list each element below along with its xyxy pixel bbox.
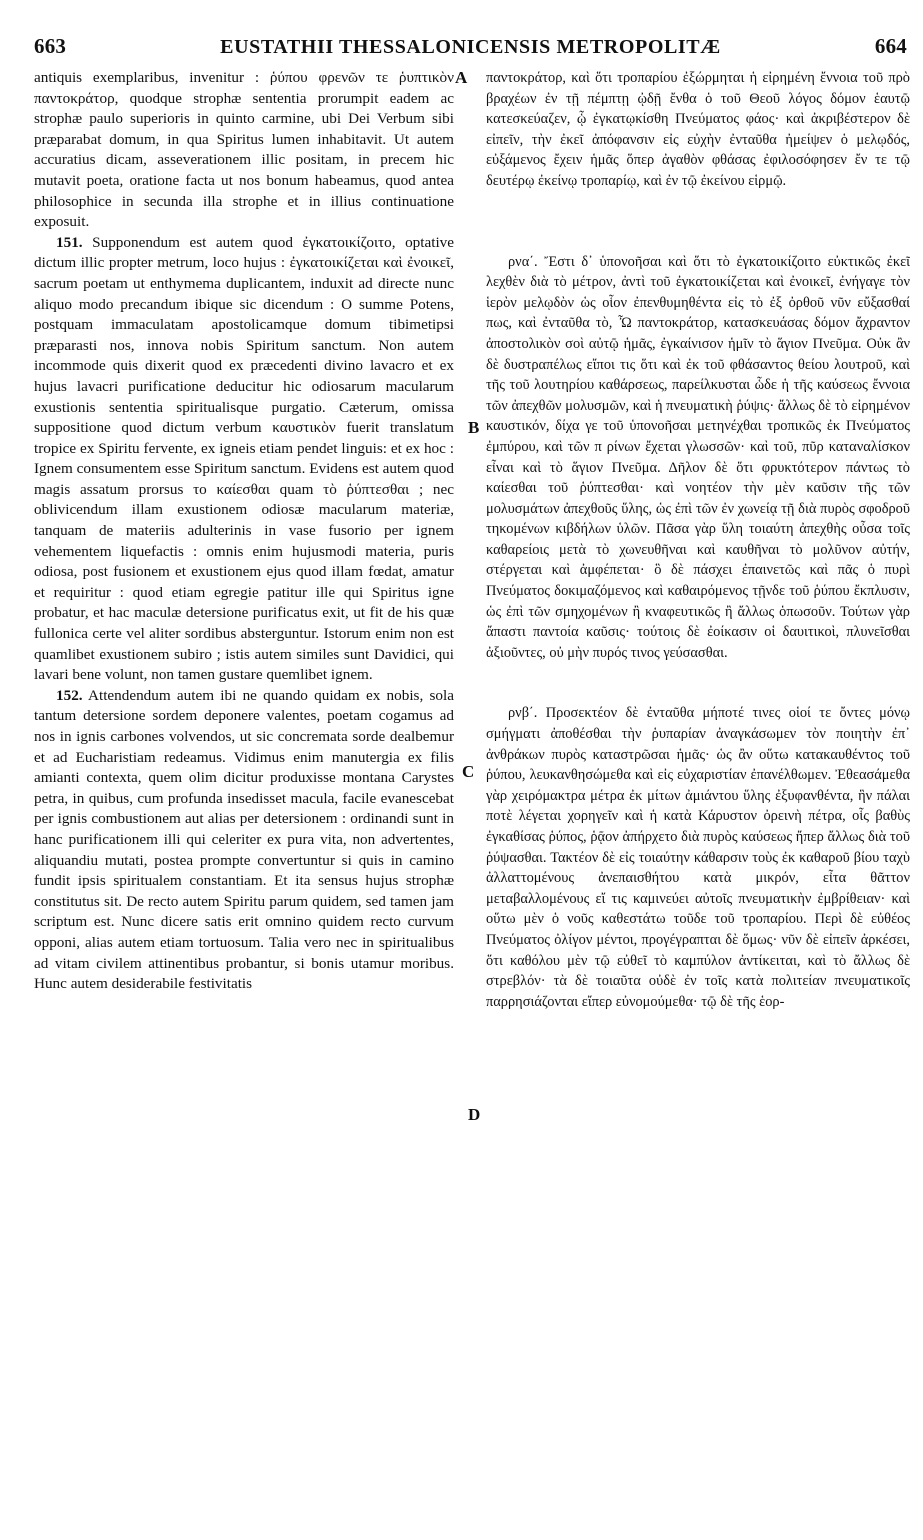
- running-header: [34, 34, 907, 64]
- latin-column: [34, 68, 454, 1520]
- column-spacer: [486, 192, 910, 252]
- paragraph-text: Supponendum est autem quod ἐγκατοικίζοιτο, optative dictum illic propter metrum, loco hujus : ἐγκατοικίζεται καὶ ἐνοικεῖ, sacrum poetam ut enthymema duplicantem, induxit ad directe nunc aliquo modo precandum ibique sic dicendum : O summe Potens, postquam immaculatam apostolicamque domum tibimetipsi præparasti nos, innova nobis Spiritum sanctum. Non autem incommode quis dixerit quod ex præcedenti divino lavacro et ex hujus lavacri purificatione deducitur hic odiosarum macularum exustionis sententia spiritualisque purgatio. Cæterum, omissa suppositione quod dictum verbum καυστικὸν fuerit translatum tropice ex Spiritu fervente, ex igneis etiam pendet linguis: et ex hoc : Ignem consumentem esse Spiritum sanctum. Evidens est autem quod magis assatum prorsus το καίεσθαι quam τὸ ῥύπτεσθαι ; nec oblivicendum illam exustionem odiosæ macularum materiæ, tanquam de materiis adulterinis in vase fusorio per ignem vehementem liquefactis : omnis enim hujusmodi materia, puris odiosa, post fusionem et exustionem ejus quod illam fœdat, amatur et requiritur : quod etiam egregie patitur ille qui Spiritus igne probatur, et hac maculæ detersione purificatus exit, ut fit de his quæ fullonica certe vel aliter sordibus absterguntur. Istorum enim non est quamlibet exustionem subiro ; istis autem similes sunt Davidici, qui lavari bene volunt, non tamen gustare quemlibet ignem.: [34, 233, 454, 684]
- section-marker-d: D: [468, 1105, 481, 1124]
- section-marker-b: B: [468, 418, 480, 437]
- section-marker-c: C: [462, 762, 475, 781]
- running-title: EUSTATHII THESSALONICENSIS METROPOLITÆ: [220, 36, 721, 58]
- latin-paragraph-1: antiquis exemplaribus, invenitur : ῥύπου φρενῶν τε ῥυπτικὸν παντοκράτορ, quodque strophæ sententia prorumpit eadem ac strophæ paulo superioris in quinto carmine, ubi Dei Verbum sibi præparabat domum, in qua Spiritus lumen inhabitavit. Ut autem accuratius dicam, asseverationem illic positam, in precem hic mutavit poeta, oratione facta ut nos bonum habeamus, quod antea philosophice in secunda illa strophe et in illius continuatione exposuit.: [34, 69, 454, 231]
- column-spacer: [486, 663, 910, 703]
- greek-paragraph-1: παντοκράτορ, καὶ ὅτι τροπαρίου ἐξώρμηται ἡ εἰρημένη ἔννοια τοῦ πρὸ βραχέων ἐν τῇ πέμπτῃ ᾠδῇ ἔνθα ὁ τοῦ Θεοῦ λόγος δόμον ἑαυτῷ κατεσκεύαζεν, ᾧ ἐγκατῳκίσθη Πνεύματος φάος· καὶ ἀκριβέστερον δὲ εἰπεῖν, τὴν ἐκεῖ ἀπόφανσιν εἰς εὐχὴν ἐνταῦθα ἠμείψεν ὁ μελῳδός, εὐξάμενος ἔχειν ἡμᾶς ὅπερ ἀγαθὸν φθάσας ἐφιλοσόφησεν ἔν τε τῷ δευτέρῳ ἐκείνῳ τροπαρίῳ, καὶ ἐν τῷ ἐκείνου εἱρμῷ.: [486, 70, 910, 189]
- page-number-left: 663: [34, 34, 67, 58]
- section-marker-a: A: [455, 68, 468, 87]
- latin-paragraph-151: [34, 233, 454, 686]
- paragraph-text: Attendendum autem ibi ne quando quidam ex nobis, sola tantum detersione sordem deponere valentes, poetam cogamus ad nos in ignis carbones volvendos, ut sic concremata sorde dealbemur et ad Eucharistiam redeamus. Vidimus enim manutergia ex filis amianti contexta, quem olim dicitur produxisse montana Carystes petra, in quibus, cum profunda insedisset macula, facile evanescebat per ignis combustionem aut alias per detersionem : ordinandi sunt in hanc purificationem illi qui celeriter ex pura vita, non advertentes, aliquandiu mutati, postea prompte convertuntur si quis in camino fundit ipsis spiritualem constantiam. Et ita sensus hujus strophæ constitutus sit. De recto autem Spiritu parum quidem, sed tamen jam scriptum est. Nunc dicere satis erit omnino quidem recto curvum opponi, alias autem etiam tortuosum. Talia vero nec in spiritualibus ad vitam civilem attinentibus probantur, si bonis utamur moribus. Hunc autem desiderabile festivitatis: [34, 686, 454, 993]
- greek-paragraph-151: ρνα΄. Ἔστι δ᾽ ὑπονοῆσαι καὶ ὅτι τὸ ἐγκατοικίζοιτο εὐκτικῶς ἐκεῖ λεχθὲν διὰ τὸ μέτρον, ἀντὶ τοῦ ἐγκατοικίζεται καὶ ἐνοικεῖ, ἐνήγαγε τὸν ἱερὸν μελῳδὸν ὡς οἷον ἐπενθυμηθέντα εἰς τὸ ἐξ ὀρθοῦ νῦν εὔξασθαί πως, καὶ ἐνταῦθα τὸ, Ὦ παντοκράτορ, κατασκευάσας δόμον ἄχραντον ἀποστολικὸν σοὶ αὐτῷ ἡμᾶς, ἐγκαίνισον ἡμῖν τὸ ἅγιον Πνεῦμα. Οὐκ ἂν δὲ δυστραπέλως εἴποι τις ὅτι καὶ ἐκ τοῦ φθάσαντος θείου λουτροῦ, καὶ τῆς τοῦ λουτηρίου καθάρσεως, παρείλκυσται ὧδε ἡ τῆς καύσεως ἔννοια τῶν ἀπεχθῶν μολυσμῶν, καὶ ἡ πνευματικὴ ῥύψις· ἄλλως δὲ τὸ εἰρημένον καυστικόν, δίχα γε τοῦ ὑπονοῆσαι μετηνέχθαι τροπικῶς ἐκ Πνεύματος ἐμπύρου, καὶ τῶν π ρίνων ἔχεται γλωσσῶν· καὶ τοῦ, πῦρ καταναλίσκον εἶναι καὶ τὸ ἅγιον Πνεῦμα. Δῆλον δὲ ὅτι φρυκτότερον πάντως τὸ καίεσθαι τοῦ ῥύπτεσθαι· καὶ νοητέον τὴν μὲν καῦσιν τῆς τῶν μολυσμάτων ἀπεχθοῦς ὕλης, ὡς ἐπὶ τῶν ἐν χωνείᾳ τῇ διὰ πυρὸς σφοδροῦ τηκομένων κιβδήλων ὑλῶν. Πᾶσα γὰρ ὕλη τοιαύτη ἀπεχθὴς οὖσα τοῖς καθαρείοις μετὰ τὸ χωνευθῆναι καὶ καυθῆναι τὸ μολῦνον αὐτήν, στέργεται καὶ ἀμφέπεται· ὃ δὲ πάσχει ἐπαινετῶς καὶ πᾶς ὁ πυρὶ Πνεύματος δοκιμαζόμενος καὶ καθαιρόμενος τῇνδε τοῦ ῥύπου ἔκπλυσιν, ὡς ἐπὶ τῶν σμηχομένων ἢ κναφευτικῶς ἢ ἄλλως ὁπωσοῦν. Τούτων γὰρ ἄπαστι παντοία καῦσις· τούτοις δὲ ἐοίκασιν οἱ δαυιτικοὶ, πλυνεῖσθαι ἀξιοῦντες, οὐ μὴν πυρός τινος γεύσασθαι.: [486, 253, 910, 661]
- page-number-right: 664: [874, 34, 907, 58]
- greek-column: [486, 68, 910, 1520]
- paragraph-number: 152.: [56, 686, 83, 704]
- latin-paragraph-152: [34, 686, 454, 995]
- greek-paragraph-152: ρνβ΄. Προσεκτέον δὲ ἐνταῦθα μήποτέ τινες οἱοί τε ὄντες μόνῳ σμήγματι ἀποθέσθαι τὴν ῥυπαρίαν ἀναγκάσωμεν τὸν ποιητὴν ἐπ᾽ ἀνθράκων πυρὸς καταστρῶσαι ἡμᾶς· ὡς ἂν οὕτω κατακαυθέντος τοῦ ῥύπου, λευκανθησώμεθα καὶ εἰς εὐχαριστίαν ἐπανέλθωμεν. Ἐθεασάμεθα γὰρ χειρόμακτρα μέτρα ἐκ μίτων ἀμιάντου ὕλης ἐξυφανθέντα, ἣν πάλαι ποτὲ λέγεται χορηγεῖν καὶ ἡ κατὰ Κάρυστον ὀρεινὴ πέτρα, οἷς βαθὺς ἐγκαθίσας ῥύπος, ῥᾷον ἀπήρχετο διὰ πυρὸς καύσεως ἤπερ ἄλλως διὰ τοῦ ῥύψασθαι. Τακτέον δὲ εἰς τοιαύτην κάθαρσιν τοὺς ἐκ καθαροῦ βίου ταχὺ ἀλλαττομένους ἀνεπαισθήτου κατὰ μικρόν, εἶτα θᾶττον μεταβαλλομένους εἴ τις καμινεύει αὐτοῖς πνευματικὴν ἐμβρίθειαν· καὶ οὕτω μὲν ὁ νοῦς καθεστάτω τοῦδε τοῦ τροπαρίου. Περὶ δὲ εὐθέος Πνεύματος ὀλίγον μέντοι, προγέγραπται δὲ ὅμως· νῦν δὲ εἰπεῖν ἀρκέσει, ὅτι καθόλου μὲν τῷ εὐθεῖ τὸ καμπύλον ἀντίκειται, καὶ τὸ ἄλλως δὲ στρεβλόν· τὰ δὲ τοιαῦτα οὐδὲ ἐν τοῖς κατὰ πολιτείαν πνευματικοῖς παρρησιάζονται εἴπερ εὐνομούμεθα· τῷ δὲ τῆς ἑορ-: [486, 705, 910, 1010]
- paragraph-number: 151.: [56, 233, 83, 251]
